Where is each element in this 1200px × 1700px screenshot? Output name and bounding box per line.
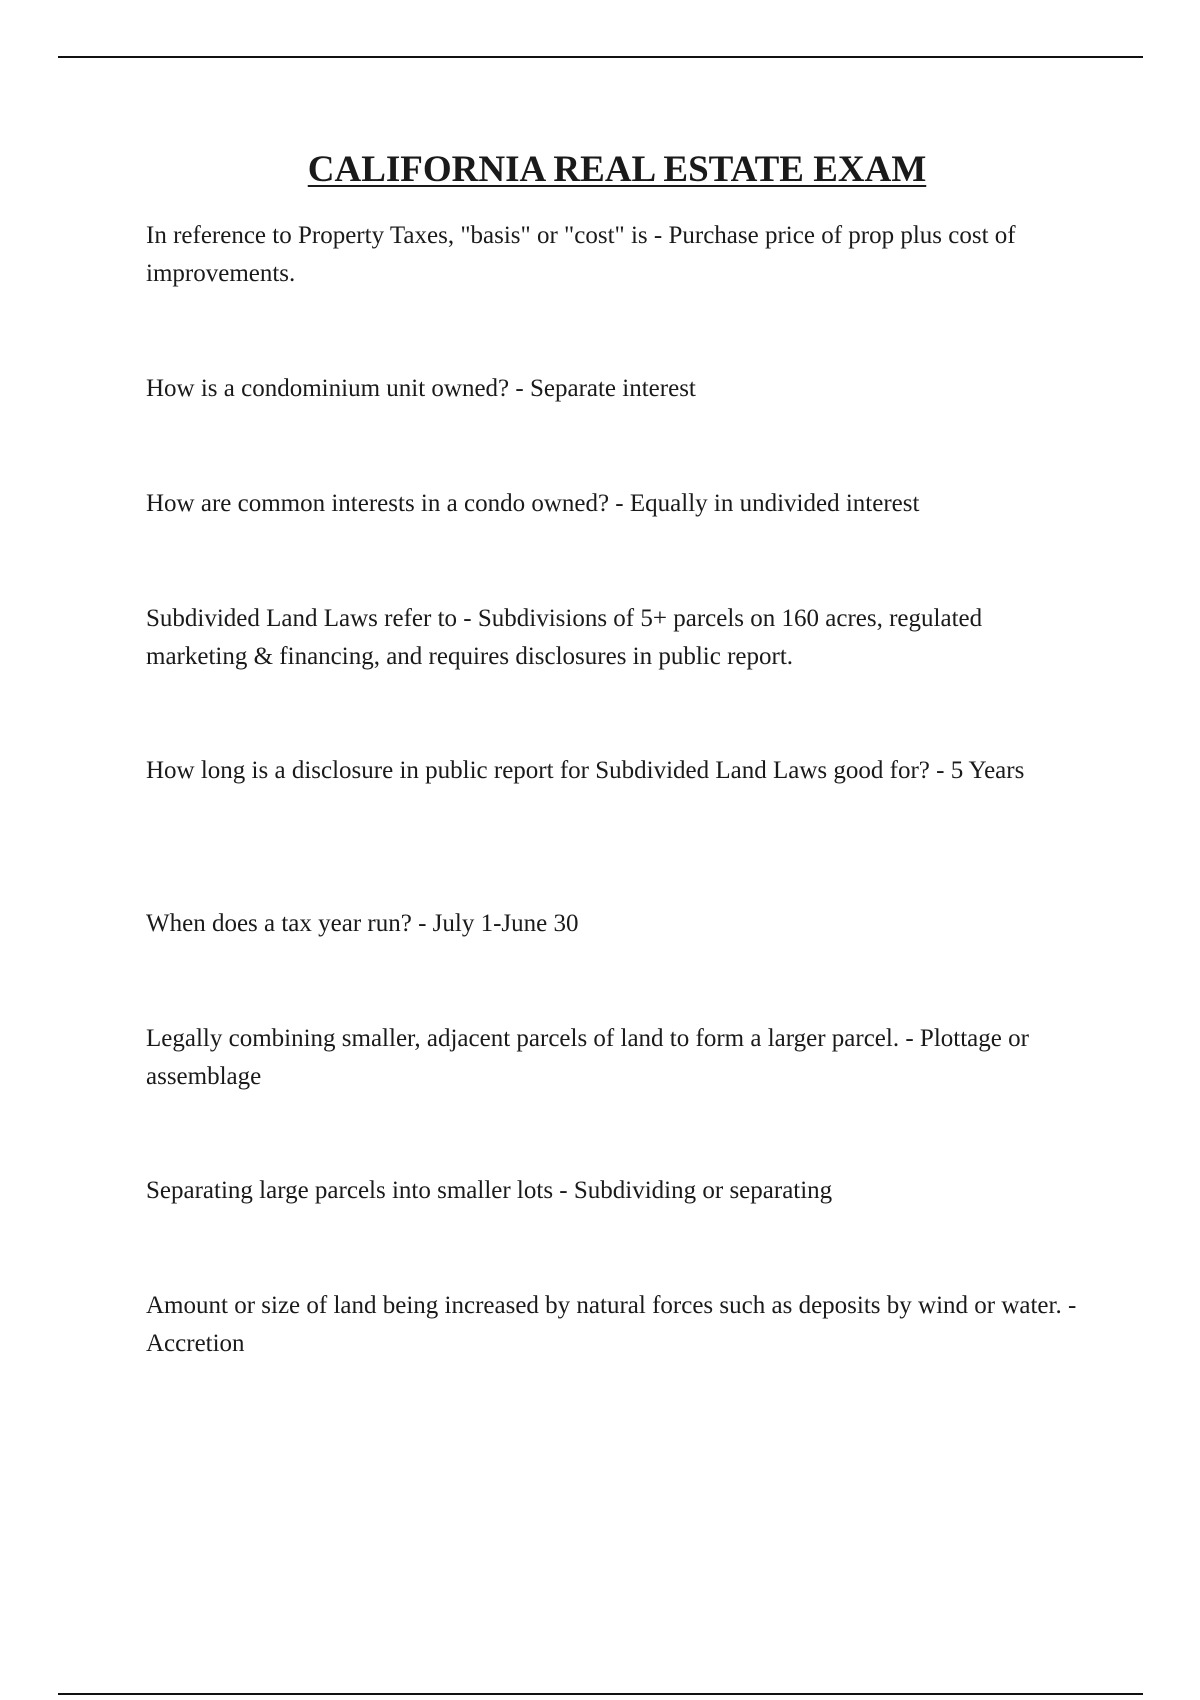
qa-item: When does a tax year run? - July 1-June 30 [146,910,579,937]
qa-item: Separating large parcels into smaller lots - Subdividing or separating [146,1177,833,1204]
qa-item: In reference to Property Taxes, "basis" or "cost" is - Purchase price of prop plus cost of improvements. [146,222,1016,287]
qa-item: How are common interests in a condo owned? - Equally in undivided interest [146,490,920,517]
page-title: CALIFORNIA REAL ESTATE EXAM [307,149,927,190]
qa-item: Amount or size of land being increased by natural forces such as deposits by wind or water. - Accretion [146,1292,1077,1357]
qa-item: Legally combining smaller, adjacent parcels of land to form a larger parcel. - Plottage or assemblage [146,1025,1029,1090]
qa-item: How is a condominium unit owned? - Separate interest [146,375,696,402]
qa-item: Subdivided Land Laws refer to - Subdivisions of 5+ parcels on 160 acres, regulated marketing & financing, and requires disclosures in public report. [146,605,983,670]
footer-divider [58,1693,1143,1695]
qa-item: How long is a disclosure in public report for Subdivided Land Laws good for? - 5 Years [146,757,1025,784]
header-divider [58,56,1143,58]
